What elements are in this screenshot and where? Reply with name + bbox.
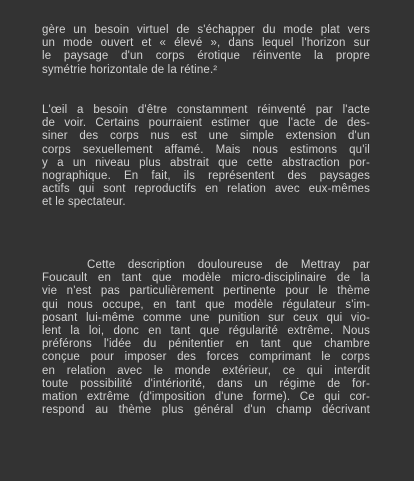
text-line: et le spectateur. — [42, 196, 126, 209]
text-line: en relation avec le monde extérieur, ce qui interdit — [42, 364, 370, 377]
text-line: le paysage d'un corps érotique réinvente la propre — [42, 50, 370, 63]
paragraph-2 — [42, 104, 370, 210]
text-line: préférons l'idée du pénitentier en tant que chambre — [42, 338, 370, 351]
text-line: un mode ouvert et « élevé », dans lequel l'horizon sur — [42, 37, 370, 50]
paragraph-3 — [42, 259, 370, 417]
text-line: L'œil a besoin d'être constamment réinventé par l'acte — [42, 104, 370, 116]
text-line: y a un niveau plus abstrait que cette abstraction por- — [42, 156, 370, 169]
text-line: conçue pour imposer des forces comprimant le corps — [42, 351, 370, 364]
paragraph-1 — [42, 24, 370, 77]
text-line: lent la loi, donc en tant que régularité extrême. Nous — [42, 325, 370, 338]
text-line: Cette description douloureuse de Mettray par — [87, 259, 370, 271]
text-line: actifs qui sont reproductifs en relation avec eux-mêmes — [42, 183, 370, 196]
text-line: nographique. En fait, ils représentent des paysages — [42, 170, 370, 183]
text-line: toute possibilité d'intériorité, dans un régime de for- — [42, 377, 370, 390]
text-line: gère un besoin virtuel de s'échapper du mode plat vers — [42, 24, 370, 36]
text-line: posant lui-même comme une punition sur ceux qui vio- — [42, 311, 370, 324]
text-line: vie n'est pas particulièrement pertinente pour le thème — [42, 285, 370, 298]
text-line: mation extrême (d'imposition d'une forme). Ce qui cor- — [42, 391, 370, 404]
text-line: qui nous occupe, en tant que modèle régulateur s'im- — [42, 298, 370, 311]
text-line: Foucault en tant que modèle micro-disciplinaire de la — [42, 272, 370, 285]
text-line: siner des corps nus est une simple extension d'un — [42, 130, 370, 143]
text-line: symétrie horizontale de la rétine.² — [42, 63, 218, 76]
text-line: corps sexuellement affamé. Mais nous estimons qu'il — [42, 143, 370, 156]
text-line: de voir. Certains pourraient estimer que l'acte de des- — [42, 117, 370, 130]
text-line: respond au thème plus général d'un champ décrivant — [42, 404, 370, 417]
